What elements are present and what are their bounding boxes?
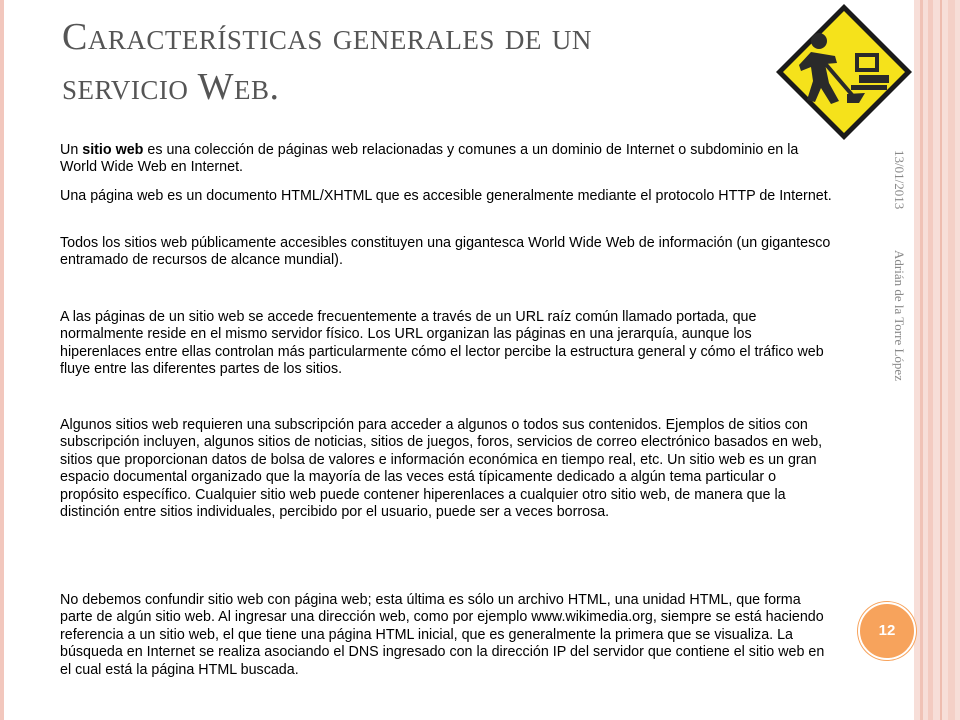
- paragraph-1-text-start: Un: [60, 142, 83, 158]
- side-stripe-3: [940, 0, 942, 720]
- paragraph-1-text-end: es una colección de páginas web relacionadas y comunes a un dominio de Internet o subdominio en la World Wide Web en Internet.: [60, 142, 799, 176]
- slide-date: 13/01/2013: [892, 150, 907, 210]
- under-construction-sign-icon: [773, 1, 915, 143]
- right-side-panel: [914, 0, 960, 720]
- paragraph-pagina-web: Una página web es un documento HTML/XHTML que es accesible generalmente mediante el protocolo HTTP de Internet.: [60, 188, 832, 204]
- slide-title: [62, 12, 742, 112]
- title-line-2: servicio Web.: [62, 66, 280, 108]
- slide-author: Adrián de la Torre López: [892, 250, 907, 381]
- side-stripe-1: [920, 0, 923, 720]
- paragraph-1-bold-term: sitio web: [82, 142, 144, 158]
- title-line-1: Características generales de un: [62, 16, 592, 58]
- paragraph-url-portada: A las páginas de un sitio web se accede frecuentemente a través de un URL raíz común llamado portada, que normalmente reside en el mismo servidor físico. Los URL organizan las páginas en una jerarquía, aunque los hiperenlaces entre ellas controlan más particularmente cómo el lector percibe la estructura general y cómo el tráfico web fluye entre las diferentes partes de los sitios.: [60, 309, 824, 378]
- paragraph-confundir: No debemos confundir sitio web con página web; esta última es sólo un archivo HTML, una unidad HTML, que forma parte de algún sitio web. Al ingresar una dirección web, como por ejemplo www.wikimedia.org, siempre se está haciendo referencia a un sitio web, el que tiene una página HTML inicial, que es generalmente la primera que se visualiza. La búsqueda en Internet se realiza asociando el DNS ingresado con la dirección IP del servidor que contiene el sitio web en el cual está la página HTML buscada.: [60, 592, 825, 678]
- side-stripe-2: [928, 0, 933, 720]
- side-stripe-4: [948, 0, 955, 720]
- left-edge-stripe: [0, 0, 4, 720]
- paragraph-sitio-web: [60, 142, 832, 177]
- paragraph-subscripcion: Algunos sitios web requieren una subscripción para acceder a algunos o todos sus contenidos. Ejemplos de sitios con subscripción incluyen, algunos sitios de noticias, sitios de juegos, foros, servicios de correo electrónico basados en web, sitios que proporcionan datos de bolsa de valores e información económica en tiempo real, etc. Un sitio web es un gran espacio documental organizado que la mayoría de las veces está típicamente dedicado a algún tema particular o propósito específico. Cualquier sitio web puede contener hiperenlaces a cualquier otro sitio web, de manera que la distinción entre sitios individuales, percibido por el usuario, puede ser a veces borrosa.: [60, 417, 823, 521]
- paragraph-world-wide-web: Todos los sitios web públicamente accesibles constituyen una gigantesca World Wide Web de información (un gigantesco entramado de recursos de alcance mundial).: [60, 235, 831, 269]
- page-number-badge: 12: [858, 602, 916, 660]
